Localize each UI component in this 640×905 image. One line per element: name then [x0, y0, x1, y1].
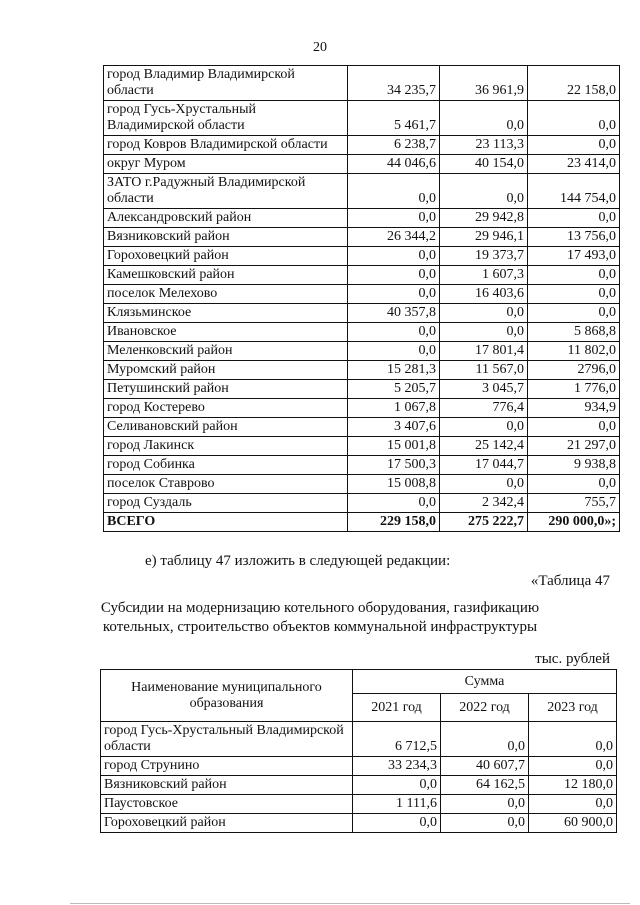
table-row: [104, 494, 620, 513]
page-number: 20: [313, 40, 327, 55]
municipality-cell: Ивановское: [104, 323, 348, 342]
municipality-cell: округ Муром: [104, 155, 348, 174]
value-2021-cell: 0,0: [348, 494, 440, 513]
value-2023-cell: 2796,0: [528, 361, 620, 380]
subsidy-table-continued: [103, 65, 620, 532]
municipality-cell: поселок Мелехово: [104, 285, 348, 304]
table-row: [104, 136, 620, 155]
value-2023-cell: 0,0: [528, 101, 620, 136]
value-2023-cell: 0,0: [529, 795, 617, 814]
table-title-line-2: котельных, строительство объектов коммунальной инфраструктуры: [102, 619, 538, 635]
table-row: [104, 66, 620, 101]
value-2023-cell: 0,0: [528, 304, 620, 323]
municipality-cell: Камешковский район: [104, 266, 348, 285]
value-2022-cell: 16 403,6: [440, 285, 528, 304]
municipality-cell: город Лакинск: [104, 437, 348, 456]
table-row: [104, 285, 620, 304]
value-2023-cell: 0,0: [528, 209, 620, 228]
value-2023-cell: 17 493,0: [528, 247, 620, 266]
municipality-cell: Вязниковский район: [101, 776, 353, 795]
value-2022-cell: 23 113,3: [440, 136, 528, 155]
page-bottom-rule: [70, 903, 630, 904]
header-year-2022: 2022 год: [441, 694, 529, 722]
value-2021-cell: 0,0: [348, 209, 440, 228]
subsidy-table-continued-body: [104, 66, 620, 532]
value-2022-cell: 64 162,5: [441, 776, 529, 795]
value-2021-cell: 229 158,0: [348, 513, 440, 532]
municipality-cell: город Костерево: [104, 399, 348, 418]
municipality-cell: Вязниковский район: [104, 228, 348, 247]
table-row: [104, 247, 620, 266]
table-row: [101, 757, 617, 776]
value-2023-cell: 13 756,0: [528, 228, 620, 247]
value-2022-cell: 2 342,4: [440, 494, 528, 513]
value-2021-cell: 0,0: [348, 266, 440, 285]
municipality-cell: Паустовское: [101, 795, 353, 814]
value-2022-cell: 19 373,7: [440, 247, 528, 266]
value-2022-cell: 0,0: [441, 722, 529, 757]
table-row: [104, 342, 620, 361]
value-2021-cell: 44 046,6: [348, 155, 440, 174]
header-municipality: Наименование муниципального образования: [101, 670, 353, 722]
value-2022-cell: 40 607,7: [441, 757, 529, 776]
table-label: «Таблица 47: [530, 573, 610, 589]
municipality-cell: город Собинка: [104, 456, 348, 475]
municipality-cell: город Суздаль: [104, 494, 348, 513]
municipality-cell: город Ковров Владимирской области: [104, 136, 348, 155]
value-2022-cell: 25 142,4: [440, 437, 528, 456]
value-2021-cell: 6 238,7: [348, 136, 440, 155]
table-row: [104, 174, 620, 209]
table-row: [104, 418, 620, 437]
value-2021-cell: 0,0: [353, 814, 441, 833]
value-2021-cell: 5 205,7: [348, 380, 440, 399]
value-2021-cell: 34 235,7: [348, 66, 440, 101]
value-2021-cell: 0,0: [353, 776, 441, 795]
municipality-cell: город Владимир Владимирской области: [104, 66, 348, 101]
table-title-line-1: Субсидии на модернизацию котельного оборудования, газификацию: [100, 600, 540, 616]
municipality-cell: Селивановский район: [104, 418, 348, 437]
value-2023-cell: 0,0: [528, 418, 620, 437]
municipality-cell: Меленковский район: [104, 342, 348, 361]
municipality-cell: Александровский район: [104, 209, 348, 228]
total-row: [104, 513, 620, 532]
municipality-cell: город Струнино: [101, 757, 353, 776]
value-2021-cell: 33 234,3: [353, 757, 441, 776]
value-2022-cell: 36 961,9: [440, 66, 528, 101]
value-2021-cell: 1 067,8: [348, 399, 440, 418]
value-2022-cell: 0,0: [440, 475, 528, 494]
value-2021-cell: 15 281,3: [348, 361, 440, 380]
value-2022-cell: 0,0: [440, 174, 528, 209]
value-2021-cell: 6 712,5: [353, 722, 441, 757]
value-2022-cell: 3 045,7: [440, 380, 528, 399]
value-2023-cell: 0,0: [528, 266, 620, 285]
value-2021-cell: 3 407,6: [348, 418, 440, 437]
value-2021-cell: 0,0: [348, 342, 440, 361]
value-2023-cell: 0,0: [529, 722, 617, 757]
header-year-2021: 2021 год: [353, 694, 441, 722]
value-2022-cell: 0,0: [441, 814, 529, 833]
table-47-body: [101, 722, 617, 833]
municipality-cell: Клязьминское: [104, 304, 348, 323]
value-2022-cell: 1 607,3: [440, 266, 528, 285]
value-2023-cell: 934,9: [528, 399, 620, 418]
value-2023-cell: 1 776,0: [528, 380, 620, 399]
table-row: [101, 795, 617, 814]
value-2023-cell: 11 802,0: [528, 342, 620, 361]
table-row: [104, 155, 620, 174]
value-2021-cell: 26 344,2: [348, 228, 440, 247]
value-2021-cell: 5 461,7: [348, 101, 440, 136]
table-row: [101, 814, 617, 833]
table-row: [101, 776, 617, 795]
value-2022-cell: 17 801,4: [440, 342, 528, 361]
municipality-cell: Петушинский район: [104, 380, 348, 399]
value-2022-cell: 0,0: [440, 304, 528, 323]
table-row: [101, 722, 617, 757]
table-row: [104, 475, 620, 494]
municipality-cell: город Гусь-Хрустальный Владимирской области: [104, 101, 348, 136]
value-2023-cell: 0,0: [528, 285, 620, 304]
value-2023-cell: 12 180,0: [529, 776, 617, 795]
municipality-cell: ЗАТО г.Радужный Владимирской области: [104, 174, 348, 209]
amendment-text: е) таблицу 47 изложить в следующей редакции:: [145, 553, 451, 569]
value-2023-cell: 0,0: [528, 475, 620, 494]
table-47: [100, 669, 617, 833]
value-2023-cell: 5 868,8: [528, 323, 620, 342]
municipality-cell: поселок Ставрово: [104, 475, 348, 494]
value-2021-cell: 17 500,3: [348, 456, 440, 475]
table-row: [104, 101, 620, 136]
value-2023-cell: 22 158,0: [528, 66, 620, 101]
municipality-cell: Муромский район: [104, 361, 348, 380]
value-2022-cell: 275 222,7: [440, 513, 528, 532]
value-2022-cell: 0,0: [440, 101, 528, 136]
municipality-cell: город Гусь-Хрустальный Владимирской области: [101, 722, 353, 757]
unit-label: тыс. рублей: [535, 651, 610, 667]
value-2022-cell: 776,4: [440, 399, 528, 418]
table-row: [104, 361, 620, 380]
header-year-2023: 2023 год: [529, 694, 617, 722]
table-row: [104, 437, 620, 456]
value-2021-cell: 1 111,6: [353, 795, 441, 814]
value-2021-cell: 0,0: [348, 285, 440, 304]
value-2022-cell: 0,0: [441, 795, 529, 814]
value-2022-cell: 0,0: [440, 418, 528, 437]
table-row: [104, 456, 620, 475]
value-2021-cell: 40 357,8: [348, 304, 440, 323]
value-2022-cell: 40 154,0: [440, 155, 528, 174]
value-2023-cell: 0,0: [529, 757, 617, 776]
table-row: [104, 380, 620, 399]
value-2022-cell: 29 946,1: [440, 228, 528, 247]
value-2023-cell: 60 900,0: [529, 814, 617, 833]
value-2023-cell: 9 938,8: [528, 456, 620, 475]
table-row: [104, 266, 620, 285]
value-2023-cell: 144 754,0: [528, 174, 620, 209]
table-row: [104, 209, 620, 228]
value-2021-cell: 0,0: [348, 323, 440, 342]
municipality-cell: Гороховецкий район: [101, 814, 353, 833]
value-2023-cell: 290 000,0»;: [528, 513, 620, 532]
value-2021-cell: 0,0: [348, 247, 440, 266]
value-2021-cell: 15 001,8: [348, 437, 440, 456]
municipality-cell: ВСЕГО: [104, 513, 348, 532]
value-2021-cell: 15 008,8: [348, 475, 440, 494]
value-2023-cell: 755,7: [528, 494, 620, 513]
table-row: [104, 304, 620, 323]
value-2022-cell: 11 567,0: [440, 361, 528, 380]
table-row: [104, 323, 620, 342]
value-2023-cell: 23 414,0: [528, 155, 620, 174]
value-2022-cell: 17 044,7: [440, 456, 528, 475]
header-sum: Сумма: [353, 670, 617, 694]
value-2023-cell: 0,0: [528, 136, 620, 155]
table-row: [104, 399, 620, 418]
value-2021-cell: 0,0: [348, 174, 440, 209]
value-2022-cell: 29 942,8: [440, 209, 528, 228]
municipality-cell: Гороховецкий район: [104, 247, 348, 266]
value-2023-cell: 21 297,0: [528, 437, 620, 456]
value-2022-cell: 0,0: [440, 323, 528, 342]
table-row: [104, 228, 620, 247]
